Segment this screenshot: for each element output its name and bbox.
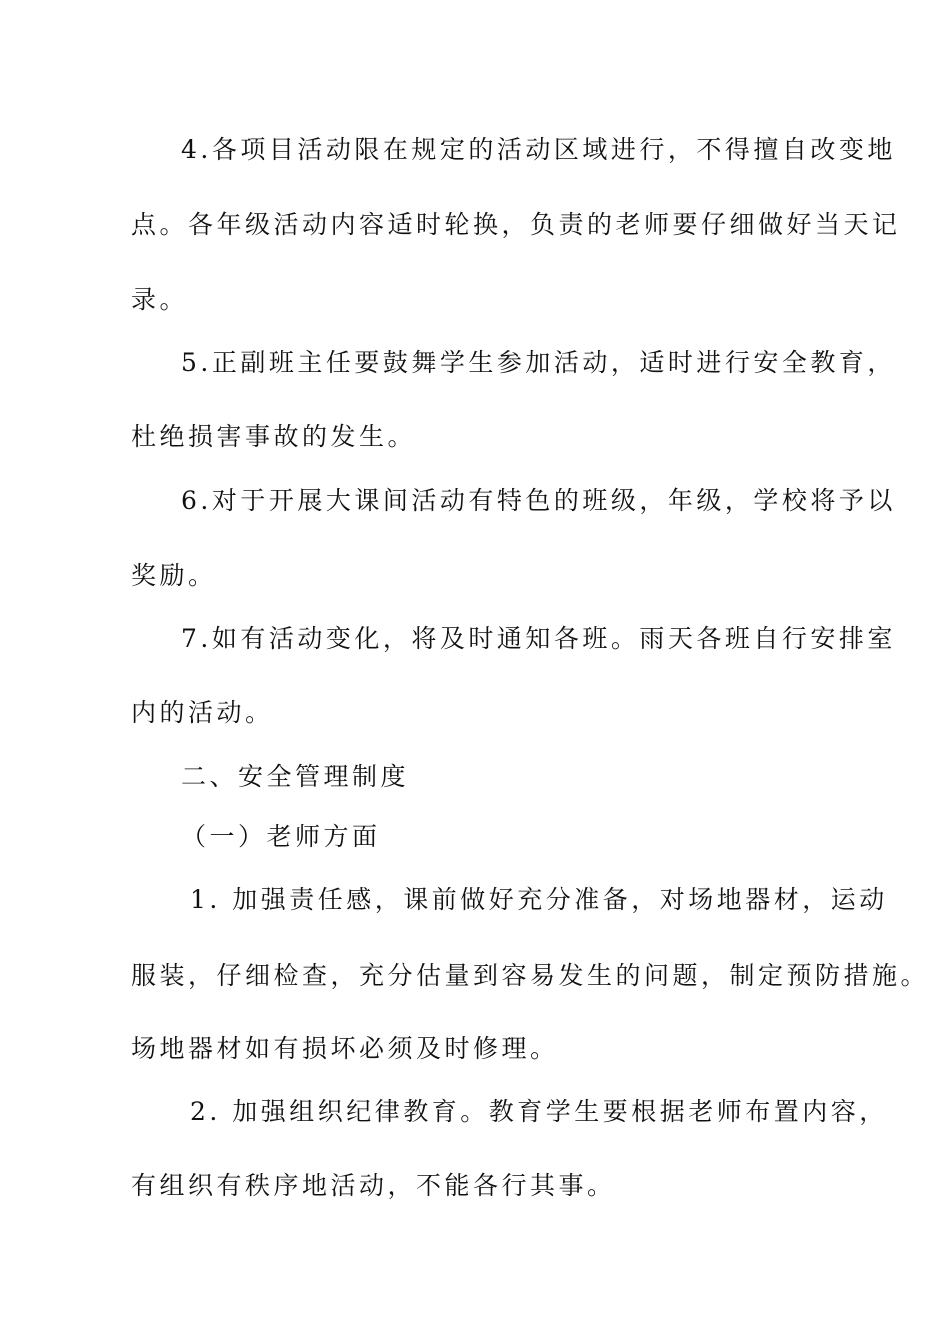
paragraph-5-line-2: 杜绝损害事故的发生。 [131, 422, 417, 451]
section-heading: 二、安全管理制度 [181, 762, 410, 791]
paragraph-6-line-1: 6.对于开展大课间活动有特色的班级，年级，学校将予以 [181, 486, 896, 515]
item-2-line-2: 有组织有秩序地活动，不能各行其事。 [131, 1171, 616, 1200]
paragraph-6-line-2: 奖励。 [131, 561, 217, 590]
paragraph-4-line-1: 4.各项目活动限在规定的活动区域进行，不得擅自改变地 [181, 135, 896, 164]
item-1-line-2: 服装，仔细检查，充分估量到容易发生的问题，制定预防措施。 [131, 961, 930, 990]
paragraph-4-line-3: 录。 [131, 285, 189, 314]
paragraph-5-line-1: 5.正副班主任要鼓舞学生参加活动，适时进行安全教育， [181, 348, 896, 377]
item-1-line-1: 1. 加强责任感，课前做好充分准备，对场地器材，运动 [190, 885, 888, 914]
subsection-heading: （一）老师方面 [181, 822, 381, 851]
item-1-line-3: 场地器材如有损坏必须及时修理。 [131, 1034, 559, 1063]
item-2-line-1: 2. 加强组织纪律教育。教育学生要根据老师布置内容， [190, 1097, 888, 1126]
paragraph-4-line-2: 点。各年级活动内容适时轮换，负责的老师要仔细做好当天记 [131, 210, 901, 239]
paragraph-7-line-1: 7.如有活动变化，将及时通知各班。雨天各班自行安排室 [181, 624, 896, 653]
paragraph-7-line-2: 内的活动。 [131, 698, 274, 727]
